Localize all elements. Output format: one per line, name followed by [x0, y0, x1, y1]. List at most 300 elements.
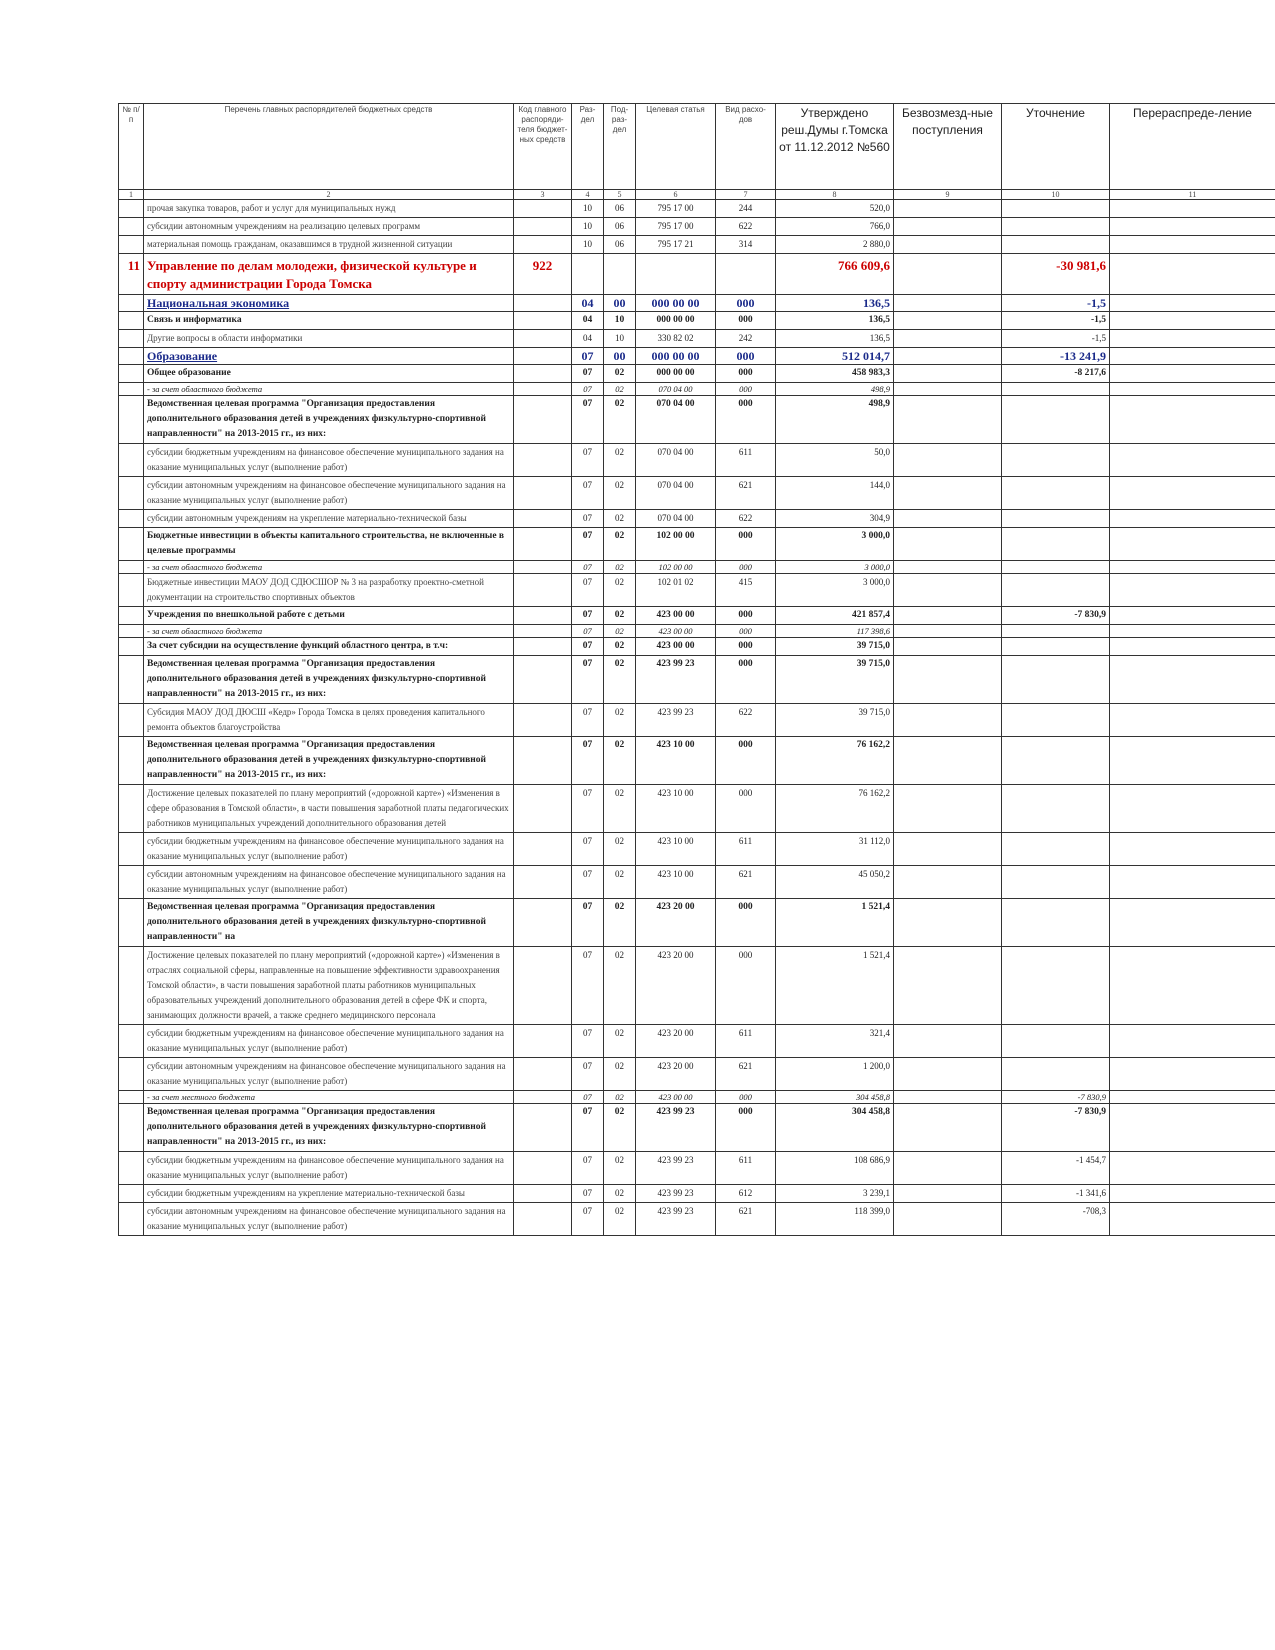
row-code — [514, 1104, 572, 1152]
row-razdel: 07 — [572, 396, 604, 444]
row-clarify — [1002, 785, 1110, 833]
table-row — [119, 947, 1275, 1025]
row-approved: 2 880,0 — [776, 236, 894, 254]
row-razdel: 07 — [572, 625, 604, 638]
table-row — [119, 218, 1275, 236]
row-num — [119, 295, 144, 312]
row-num — [119, 833, 144, 866]
row-name: Ведомственная целевая программа "Организация предоставления дополнительного образования детей в учреждениях физкультурно-спортивной направленности" на 2013-2015 гг., из них: — [144, 1104, 514, 1152]
row-podrazdel: 02 — [604, 444, 636, 477]
row-code — [514, 1185, 572, 1203]
row-num — [119, 383, 144, 396]
row-free — [894, 510, 1002, 528]
row-approved: 1 521,4 — [776, 947, 894, 1025]
row-name: Другие вопросы в области информатики — [144, 330, 514, 348]
row-razdel: 07 — [572, 528, 604, 561]
row-target: 000 00 00 — [636, 295, 716, 312]
row-redistrib — [1110, 383, 1275, 396]
row-vid: 244 — [716, 200, 776, 218]
row-num — [119, 625, 144, 638]
row-code — [514, 833, 572, 866]
row-approved: 31 112,0 — [776, 833, 894, 866]
row-free — [894, 1152, 1002, 1185]
row-target: 423 00 00 — [636, 607, 716, 625]
row-name: субсидии бюджетным учреждениям на финансовое обеспечение муниципального задания на оказание муниципальных услуг (выполнение работ) — [144, 444, 514, 477]
row-clarify — [1002, 477, 1110, 510]
row-code — [514, 510, 572, 528]
row-redistrib — [1110, 330, 1275, 348]
row-redistrib — [1110, 528, 1275, 561]
row-clarify: -7 830,9 — [1002, 1104, 1110, 1152]
colnum: 2 — [144, 190, 514, 200]
table-row — [119, 866, 1275, 899]
row-vid: 000 — [716, 899, 776, 947]
row-approved: 144,0 — [776, 477, 894, 510]
colnum: 7 — [716, 190, 776, 200]
row-approved: 304 458,8 — [776, 1091, 894, 1104]
row-num — [119, 561, 144, 574]
row-vid: 000 — [716, 1091, 776, 1104]
row-num — [119, 396, 144, 444]
row-free — [894, 218, 1002, 236]
row-approved: 3 000,0 — [776, 574, 894, 607]
row-approved: 39 715,0 — [776, 638, 894, 656]
table-row — [119, 1104, 1275, 1152]
row-podrazdel: 06 — [604, 236, 636, 254]
row-vid: 000 — [716, 607, 776, 625]
row-target: 070 04 00 — [636, 444, 716, 477]
row-code — [514, 528, 572, 561]
row-target: 423 99 23 — [636, 704, 716, 737]
row-clarify: -13 241,9 — [1002, 348, 1110, 365]
row-name: Ведомственная целевая программа "Организация предоставления дополнительного образования детей в учреждениях физкультурно-спортивной направленности" на — [144, 899, 514, 947]
row-clarify — [1002, 396, 1110, 444]
table-row — [119, 737, 1275, 785]
row-clarify — [1002, 383, 1110, 396]
row-razdel: 07 — [572, 365, 604, 383]
row-name: - за счет областного бюджета — [144, 625, 514, 638]
row-clarify: -1,5 — [1002, 295, 1110, 312]
row-redistrib — [1110, 704, 1275, 737]
row-redistrib — [1110, 295, 1275, 312]
row-target: 000 00 00 — [636, 312, 716, 330]
row-approved: 520,0 — [776, 200, 894, 218]
row-free — [894, 833, 1002, 866]
row-free — [894, 236, 1002, 254]
row-target: 423 99 23 — [636, 1152, 716, 1185]
header-vid: Вид расхо-дов — [716, 104, 776, 190]
row-podrazdel: 00 — [604, 348, 636, 365]
row-redistrib — [1110, 574, 1275, 607]
row-code — [514, 561, 572, 574]
row-vid: 621 — [716, 1203, 776, 1236]
row-approved: 458 983,3 — [776, 365, 894, 383]
header-razdel: Раз-дел — [572, 104, 604, 190]
row-free — [894, 1091, 1002, 1104]
header-free: Безвозмезд-ные поступления — [894, 104, 1002, 190]
row-vid: 000 — [716, 348, 776, 365]
row-approved: 39 715,0 — [776, 704, 894, 737]
row-approved: 118 399,0 — [776, 1203, 894, 1236]
table-row — [119, 1091, 1275, 1104]
row-approved: 136,5 — [776, 295, 894, 312]
row-clarify — [1002, 899, 1110, 947]
table-row — [119, 396, 1275, 444]
row-code — [514, 396, 572, 444]
row-target: 423 00 00 — [636, 638, 716, 656]
row-clarify — [1002, 561, 1110, 574]
row-num — [119, 200, 144, 218]
row-free — [894, 1025, 1002, 1058]
row-razdel: 07 — [572, 737, 604, 785]
row-approved: 39 715,0 — [776, 656, 894, 704]
row-num — [119, 899, 144, 947]
row-approved: 76 162,2 — [776, 785, 894, 833]
budget-table — [118, 103, 1275, 1236]
table-row — [119, 444, 1275, 477]
row-redistrib — [1110, 866, 1275, 899]
row-code — [514, 866, 572, 899]
table-row — [119, 561, 1275, 574]
row-name: субсидии бюджетным учреждениям на укрепление материально-технической базы — [144, 1185, 514, 1203]
row-num — [119, 365, 144, 383]
rows-main — [119, 295, 1275, 1236]
agency-clarify: -30 981,6 — [1002, 254, 1110, 295]
row-razdel: 07 — [572, 477, 604, 510]
budget-sheet — [118, 103, 1275, 1236]
row-code — [514, 383, 572, 396]
row-redistrib — [1110, 218, 1275, 236]
row-code — [514, 947, 572, 1025]
row-target: 070 04 00 — [636, 396, 716, 444]
row-redistrib — [1110, 1091, 1275, 1104]
row-razdel: 07 — [572, 1104, 604, 1152]
row-free — [894, 1203, 1002, 1236]
row-redistrib — [1110, 638, 1275, 656]
row-vid: 000 — [716, 737, 776, 785]
row-clarify — [1002, 200, 1110, 218]
table-row — [119, 1025, 1275, 1058]
table-row — [119, 236, 1275, 254]
row-code — [514, 236, 572, 254]
row-num — [119, 348, 144, 365]
row-approved: 1 200,0 — [776, 1058, 894, 1091]
row-name: Образование — [144, 348, 514, 365]
colnum: 10 — [1002, 190, 1110, 200]
row-podrazdel: 02 — [604, 1152, 636, 1185]
row-num — [119, 1203, 144, 1236]
row-podrazdel: 06 — [604, 200, 636, 218]
row-razdel: 07 — [572, 656, 604, 704]
row-clarify: -1 341,6 — [1002, 1185, 1110, 1203]
row-target: 423 00 00 — [636, 1091, 716, 1104]
row-target: 795 17 21 — [636, 236, 716, 254]
row-vid: 000 — [716, 656, 776, 704]
row-code — [514, 200, 572, 218]
row-approved: 766,0 — [776, 218, 894, 236]
row-free — [894, 348, 1002, 365]
row-razdel: 07 — [572, 638, 604, 656]
row-redistrib — [1110, 1104, 1275, 1152]
colnum: 1 — [119, 190, 144, 200]
row-target: 423 20 00 — [636, 1025, 716, 1058]
row-redistrib — [1110, 1203, 1275, 1236]
row-free — [894, 365, 1002, 383]
row-num — [119, 1091, 144, 1104]
row-redistrib — [1110, 947, 1275, 1025]
row-vid: 000 — [716, 383, 776, 396]
row-redistrib — [1110, 1185, 1275, 1203]
table-row — [119, 477, 1275, 510]
row-name: - за счет местного бюджета — [144, 1091, 514, 1104]
row-free — [894, 574, 1002, 607]
row-target: 330 82 02 — [636, 330, 716, 348]
header-clarify: Уточнение — [1002, 104, 1110, 190]
row-approved: 512 014,7 — [776, 348, 894, 365]
row-podrazdel: 02 — [604, 656, 636, 704]
row-podrazdel: 02 — [604, 737, 636, 785]
row-free — [894, 1185, 1002, 1203]
row-vid: 612 — [716, 1185, 776, 1203]
row-razdel: 07 — [572, 574, 604, 607]
row-free — [894, 1058, 1002, 1091]
row-podrazdel: 02 — [604, 785, 636, 833]
row-clarify — [1002, 833, 1110, 866]
row-free — [894, 737, 1002, 785]
header-podrazdel: Под-раз-дел — [604, 104, 636, 190]
row-podrazdel: 02 — [604, 528, 636, 561]
row-podrazdel: 02 — [604, 638, 636, 656]
colnum: 8 — [776, 190, 894, 200]
row-code — [514, 607, 572, 625]
row-clarify — [1002, 528, 1110, 561]
row-name: За счет субсидии на осуществление функций областного центра, в т.ч: — [144, 638, 514, 656]
row-code — [514, 1203, 572, 1236]
row-vid: 621 — [716, 477, 776, 510]
row-num — [119, 312, 144, 330]
row-target: 070 04 00 — [636, 383, 716, 396]
row-num — [119, 638, 144, 656]
row-razdel: 07 — [572, 607, 604, 625]
row-vid: 314 — [716, 236, 776, 254]
row-vid: 621 — [716, 1058, 776, 1091]
row-razdel: 07 — [572, 1203, 604, 1236]
row-free — [894, 295, 1002, 312]
row-approved: 136,5 — [776, 312, 894, 330]
row-num — [119, 704, 144, 737]
row-free — [894, 477, 1002, 510]
row-redistrib — [1110, 561, 1275, 574]
row-vid: 000 — [716, 312, 776, 330]
row-approved: 117 398,6 — [776, 625, 894, 638]
row-num — [119, 737, 144, 785]
row-redistrib — [1110, 785, 1275, 833]
row-redistrib — [1110, 1058, 1275, 1091]
row-clarify — [1002, 737, 1110, 785]
row-name: Бюджетные инвестиции МАОУ ДОД СДЮСШОР № 3 на разработку проектно-сметной документации на строительство спортивных объектов — [144, 574, 514, 607]
table-row — [119, 528, 1275, 561]
row-target: 423 99 23 — [636, 1185, 716, 1203]
row-redistrib — [1110, 312, 1275, 330]
row-podrazdel: 02 — [604, 1203, 636, 1236]
table-row — [119, 625, 1275, 638]
row-vid: 000 — [716, 561, 776, 574]
row-name: субсидии автономным учреждениям на финансовое обеспечение муниципального задания на оказание муниципальных услуг (выполнение работ) — [144, 1058, 514, 1091]
agency-num: 11 — [119, 254, 144, 295]
header-name: Перечень главных распорядителей бюджетных средств — [144, 104, 514, 190]
row-code — [514, 1058, 572, 1091]
row-clarify — [1002, 444, 1110, 477]
row-razdel: 07 — [572, 866, 604, 899]
column-number-row — [119, 190, 1275, 200]
header-row — [119, 104, 1275, 190]
row-target: 000 00 00 — [636, 365, 716, 383]
row-name: Ведомственная целевая программа "Организация предоставления дополнительного образования детей в учреждениях физкультурно-спортивной направленности" на 2013-2015 гг., из них: — [144, 737, 514, 785]
row-free — [894, 1104, 1002, 1152]
row-target: 000 00 00 — [636, 348, 716, 365]
header-approved: Утверждено реш.Думы г.Томска от 11.12.2012 №560 — [776, 104, 894, 190]
row-clarify: -7 830,9 — [1002, 607, 1110, 625]
row-num — [119, 1152, 144, 1185]
row-approved: 498,9 — [776, 383, 894, 396]
table-row — [119, 833, 1275, 866]
row-approved: 1 521,4 — [776, 899, 894, 947]
row-vid: 000 — [716, 396, 776, 444]
row-razdel: 07 — [572, 561, 604, 574]
row-clarify — [1002, 947, 1110, 1025]
row-free — [894, 656, 1002, 704]
row-podrazdel: 02 — [604, 833, 636, 866]
row-approved: 421 857,4 — [776, 607, 894, 625]
row-target: 102 00 00 — [636, 561, 716, 574]
row-clarify — [1002, 1025, 1110, 1058]
header-target: Целевая статья — [636, 104, 716, 190]
row-clarify — [1002, 704, 1110, 737]
row-approved: 3 000,0 — [776, 561, 894, 574]
table-row — [119, 510, 1275, 528]
row-code — [514, 348, 572, 365]
row-razdel: 07 — [572, 1058, 604, 1091]
row-podrazdel: 02 — [604, 1104, 636, 1152]
row-name: Достижение целевых показателей по плану мероприятий («дорожной карте») «Изменения в отраслях социальной сферы, направленные на повышение эффективности здравоохранения Томской области», в части повышения заработной платы работников муниципальных образовательных учреждений дополнительного образования детей в сфере ФК и спорта, занимающих должности врачей, а также среднего медицинского персонала — [144, 947, 514, 1025]
row-code — [514, 312, 572, 330]
row-vid: 000 — [716, 947, 776, 1025]
row-name: субсидии бюджетным учреждениям на финансовое обеспечение муниципального задания на оказание муниципальных услуг (выполнение работ) — [144, 833, 514, 866]
agency-name: Управление по делам молодежи, физической культуре и спорту администрации Города Томска — [144, 254, 514, 295]
row-vid: 000 — [716, 1104, 776, 1152]
row-clarify — [1002, 638, 1110, 656]
row-clarify — [1002, 218, 1110, 236]
row-vid: 611 — [716, 833, 776, 866]
row-podrazdel: 02 — [604, 625, 636, 638]
row-clarify — [1002, 656, 1110, 704]
row-name: Ведомственная целевая программа "Организация предоставления дополнительного образования детей в учреждениях физкультурно-спортивной направленности" на 2013-2015 гг., из них: — [144, 656, 514, 704]
row-name: Субсидия МАОУ ДОД ДЮСШ «Кедр» Города Томска в целях проведения капитального ремонта объектов благоустройства — [144, 704, 514, 737]
row-name: субсидии бюджетным учреждениям на финансовое обеспечение муниципального задания на оказание муниципальных услуг (выполнение работ) — [144, 1152, 514, 1185]
row-name: субсидии бюджетным учреждениям на финансовое обеспечение муниципального задания на оказание муниципальных услуг (выполнение работ) — [144, 1025, 514, 1058]
table-row — [119, 574, 1275, 607]
row-num — [119, 947, 144, 1025]
row-razdel: 07 — [572, 510, 604, 528]
row-code — [514, 704, 572, 737]
table-row — [119, 899, 1275, 947]
row-target: 070 04 00 — [636, 510, 716, 528]
row-num — [119, 477, 144, 510]
row-num — [119, 236, 144, 254]
row-vid: 415 — [716, 574, 776, 607]
table-row — [119, 656, 1275, 704]
row-podrazdel: 02 — [604, 561, 636, 574]
row-name: материальная помощь гражданам, оказавшимся в трудной жизненной ситуации — [144, 236, 514, 254]
table-row — [119, 312, 1275, 330]
header-num: № п/п — [119, 104, 144, 190]
row-target: 102 01 02 — [636, 574, 716, 607]
row-target: 423 99 23 — [636, 1203, 716, 1236]
row-name: Учреждения по внешкольной работе с детьми — [144, 607, 514, 625]
row-num — [119, 444, 144, 477]
row-clarify — [1002, 1058, 1110, 1091]
row-num — [119, 1058, 144, 1091]
row-free — [894, 561, 1002, 574]
row-name: Общее образование — [144, 365, 514, 383]
row-approved: 304 458,8 — [776, 1104, 894, 1152]
row-podrazdel: 06 — [604, 218, 636, 236]
rows-top — [119, 200, 1275, 254]
row-vid: 000 — [716, 528, 776, 561]
row-redistrib — [1110, 1025, 1275, 1058]
row-free — [894, 312, 1002, 330]
colnum: 9 — [894, 190, 1002, 200]
row-code — [514, 638, 572, 656]
table-row — [119, 785, 1275, 833]
row-approved: 76 162,2 — [776, 737, 894, 785]
row-target: 423 20 00 — [636, 947, 716, 1025]
row-free — [894, 330, 1002, 348]
row-approved: 304,9 — [776, 510, 894, 528]
row-free — [894, 785, 1002, 833]
row-approved: 498,9 — [776, 396, 894, 444]
row-vid: 000 — [716, 625, 776, 638]
row-vid: 242 — [716, 330, 776, 348]
row-target: 423 00 00 — [636, 625, 716, 638]
row-razdel: 07 — [572, 444, 604, 477]
row-podrazdel: 02 — [604, 383, 636, 396]
row-free — [894, 947, 1002, 1025]
row-num — [119, 1185, 144, 1203]
row-code — [514, 625, 572, 638]
row-code — [514, 444, 572, 477]
table-row — [119, 1058, 1275, 1091]
row-razdel: 07 — [572, 383, 604, 396]
row-approved: 3 239,1 — [776, 1185, 894, 1203]
row-num — [119, 866, 144, 899]
row-num — [119, 330, 144, 348]
row-name: Достижение целевых показателей по плану мероприятий («дорожной карте») «Изменения в сфере образования в Томской области», в части повышения заработной платы педагогических работников муниципальных учреждений дополнительного образования детей — [144, 785, 514, 833]
row-podrazdel: 02 — [604, 607, 636, 625]
row-target: 795 17 00 — [636, 218, 716, 236]
row-redistrib — [1110, 236, 1275, 254]
row-clarify — [1002, 866, 1110, 899]
row-podrazdel: 02 — [604, 574, 636, 607]
row-razdel: 07 — [572, 1025, 604, 1058]
row-podrazdel: 02 — [604, 947, 636, 1025]
row-clarify: -708,3 — [1002, 1203, 1110, 1236]
row-razdel: 04 — [572, 330, 604, 348]
agency-block — [119, 254, 1275, 295]
row-razdel: 07 — [572, 1091, 604, 1104]
table-row — [119, 638, 1275, 656]
row-redistrib — [1110, 1152, 1275, 1185]
